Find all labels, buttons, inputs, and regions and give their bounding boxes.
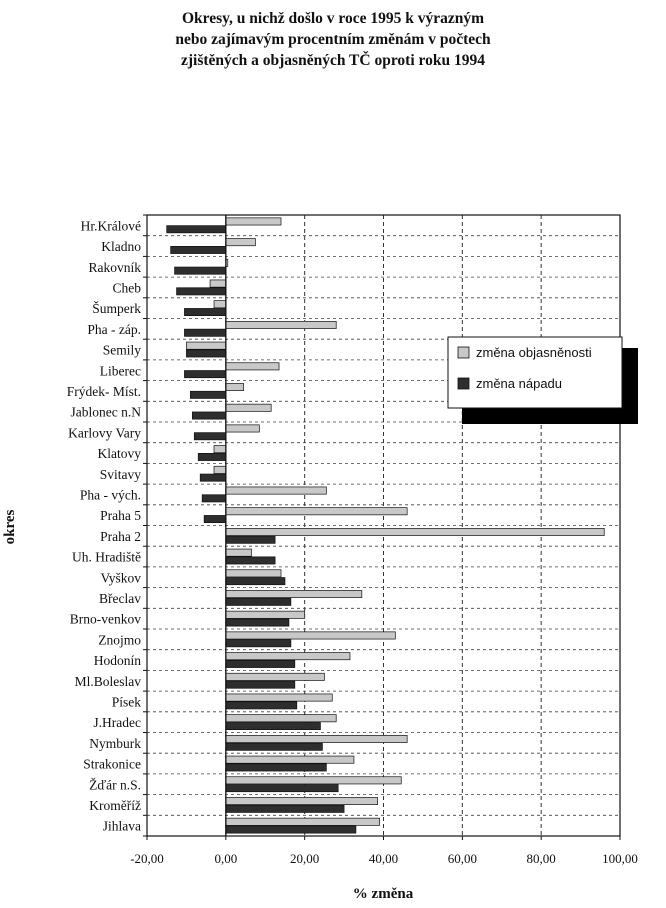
category-label: Hodonín [93,653,141,669]
legend-swatch-incidence [458,378,469,389]
bar-clearance-change [226,673,325,680]
bar-incidence-change [198,453,226,460]
bar-incidence-change [194,433,226,440]
bar-clearance-change [226,321,336,328]
x-tick-label: 80,00 [526,851,556,866]
bar-clearance-change [226,487,327,494]
category-label: Ml.Boleslav [74,673,141,689]
x-tick-labels [130,851,638,866]
category-label: Šumperk [92,301,141,317]
bar-incidence-change [226,743,323,750]
x-tick-label: 20,00 [290,851,320,866]
bar-incidence-change [177,288,226,295]
category-label: Žďár n.S. [89,777,141,793]
bar-clearance-change [226,735,407,742]
category-label: Hr.Králové [80,218,141,234]
category-label: Strakonice [83,756,141,772]
category-label: Kladno [101,239,141,255]
category-label: Pha - záp. [87,321,141,337]
bar-clearance-change [226,818,380,825]
category-label: Praha 5 [100,508,141,524]
x-axis-title: % změna [352,886,414,902]
x-tick-label: -20,00 [130,851,164,866]
category-label: Nymburk [89,735,141,751]
category-label: Klatovy [97,446,141,462]
bar-incidence-change [226,598,291,605]
bar-clearance-change [226,590,362,597]
category-label: Břeclav [99,590,141,606]
legend-label-incidence: změna nápadu [476,376,563,391]
category-label: Semily [102,342,141,358]
bar-clearance-change [226,632,395,639]
legend-label-clearance: změna objasněnosti [476,345,592,360]
bar-incidence-change [175,267,226,274]
bar-clearance-change [214,466,226,473]
bar-incidence-change [226,681,295,688]
bar-clearance-change [226,715,336,722]
bar-incidence-change [192,412,226,419]
chart-title-line-1: Okresy, u nichž došlo v roce 1995 k výrazným [181,10,485,27]
bar-clearance-change [214,446,226,453]
category-labels [67,218,142,833]
x-tick-label: 0,00 [214,851,238,866]
bar-incidence-change [190,391,225,398]
bar-incidence-change [200,474,226,481]
bar-clearance-change [226,549,252,556]
bar-incidence-change [186,350,225,357]
bar-clearance-change [226,797,378,804]
bar-clearance-change [226,218,281,225]
category-label: Frýdek- Míst. [66,383,141,399]
category-label: Písek [111,694,141,710]
bar-clearance-change [226,611,305,618]
y-axis-title: okres [2,509,18,545]
bar-clearance-change [226,570,281,577]
legend [448,337,638,424]
category-label: Znojmo [98,632,141,648]
bar-incidence-change [184,329,225,336]
bar-incidence-change [202,495,226,502]
bar-clearance-change [226,694,332,701]
bar-clearance-change [226,528,604,535]
category-label: Vyškov [100,570,141,586]
bar-incidence-change [226,619,289,626]
bar-clearance-change [226,363,279,370]
bar-clearance-change [226,425,260,432]
bar-incidence-change [226,660,295,667]
bar-incidence-change [226,702,297,709]
bar-incidence-change [184,308,225,315]
category-label: Kroměříž [89,797,141,813]
x-tick-label: 100,00 [602,851,638,866]
bar-clearance-change [186,342,225,349]
bar-clearance-change [226,756,354,763]
bar-clearance-change [226,383,244,390]
category-label: Liberec [99,363,141,379]
category-label: Karlovy Vary [68,425,141,441]
bar-incidence-change [184,371,225,378]
category-label: Uh. Hradiště [72,549,141,565]
bar-incidence-change [226,826,356,833]
category-label: Pha - vých. [79,487,141,503]
category-label: Praha 2 [100,528,141,544]
bar-clearance-change [226,239,256,246]
category-label: Brno-venkov [69,611,141,627]
x-tick-label: 60,00 [447,851,477,866]
chart-title-line-3: zjištěných a objasněných TČ oproti roku 1994 [180,52,485,69]
category-label: Cheb [112,280,141,296]
legend-swatch-clearance [458,347,469,358]
category-label: Jihlava [102,818,141,834]
bar-incidence-change [226,640,291,647]
bar-clearance-change [226,404,271,411]
category-label: Svitavy [99,466,141,482]
category-label: J.Hradec [93,715,141,731]
bar-incidence-change [226,722,321,729]
bar-incidence-change [204,515,226,522]
category-label: Jablonec n.N [70,404,141,420]
bar-incidence-change [226,536,275,543]
chart-title-line-2: nebo zajímavým procentním změnám v počtech [175,31,491,48]
bar-clearance-change [226,777,401,784]
bar-incidence-change [226,578,285,585]
bar-incidence-change [167,226,226,233]
category-label: Rakovník [88,259,141,275]
bar-clearance-change [226,508,407,515]
bar-incidence-change [226,764,327,771]
bar-clearance-change [214,301,226,308]
bar-incidence-change [226,557,275,564]
bar-incidence-change [226,785,338,792]
bar-incidence-change [171,246,226,253]
bar-clearance-change [210,280,226,287]
x-tick-label: 40,00 [368,851,399,866]
bar-incidence-change [226,805,344,812]
bar-clearance-change [226,653,350,660]
